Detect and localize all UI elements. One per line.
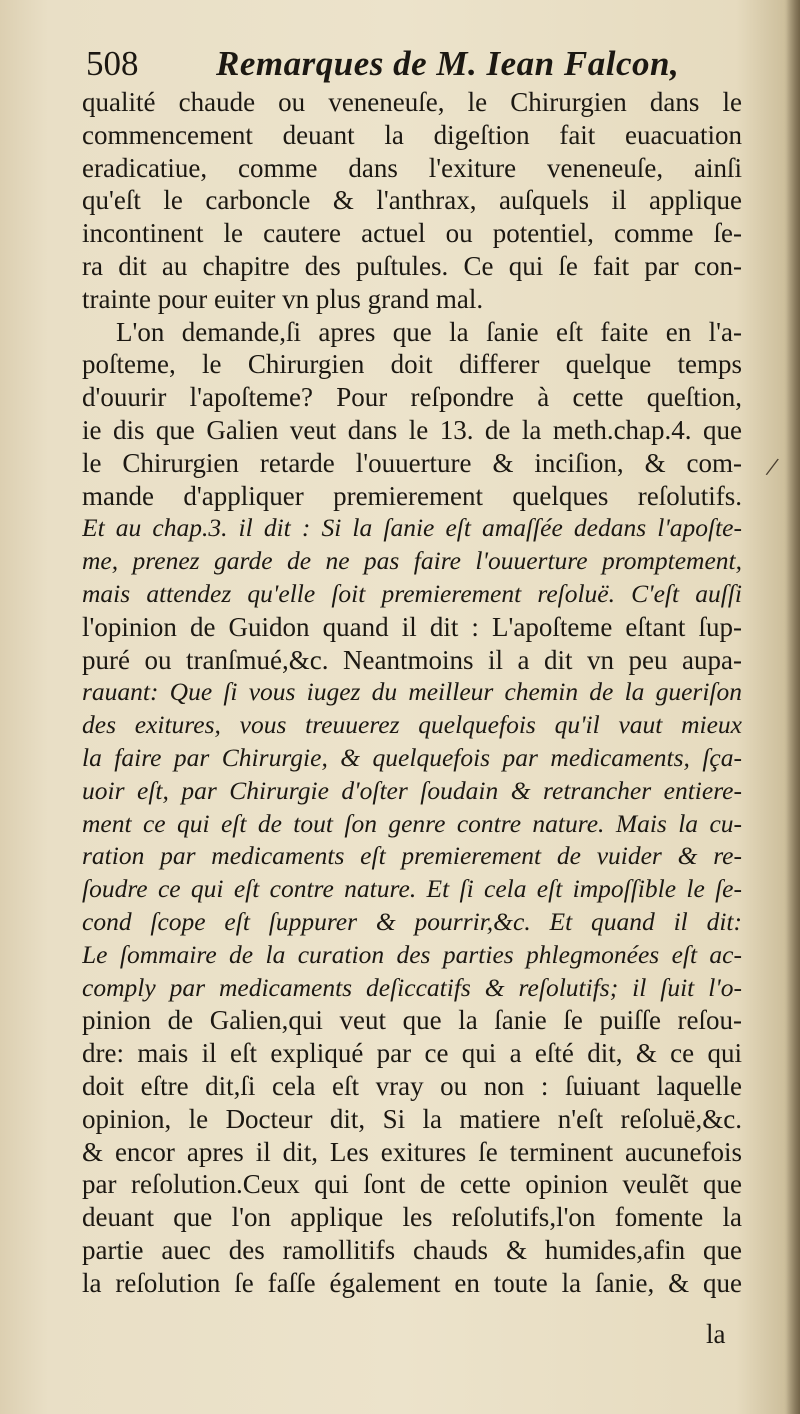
text-line: trainte pour euiter vn plus grand mal. xyxy=(82,283,484,314)
text-line: deuant que l'on applique les reſolutifs,l'on fomente la xyxy=(82,1202,742,1233)
text-line: Et au chap.3. il dit : Si la ſanie eſt amaſſée dedans l'apoſte- xyxy=(82,513,742,543)
text-line: la faire par Chirurgie, & quelquefois par medicaments, ſça- xyxy=(82,742,742,772)
text-line: qu'eſt le carboncle & l'anthrax, auſquels il applique xyxy=(82,185,742,216)
text-line: incontinent le cautere actuel ou potentiel, comme ſe- xyxy=(82,218,742,249)
text-line: cond ſcope eſt ſuppurer & pourrir,&c. Et quand il dit: xyxy=(82,906,742,936)
running-title: Remarques de M. Iean Falcon, xyxy=(216,44,680,83)
text-line: me, prenez garde de ne pas faire l'ouuerture promptement, xyxy=(82,546,742,576)
page-number: 508 xyxy=(86,44,139,83)
text-line: par reſolution.Ceux qui ſont de cette opinion veulẽt que xyxy=(82,1169,742,1200)
text-line: qualité chaude ou veneneuſe, le Chirurgien dans le xyxy=(82,87,742,117)
text-line: partie auec des ramollitifs chauds & humides,afin que xyxy=(82,1234,742,1265)
page-edge-shadow xyxy=(786,0,800,1414)
text-line: comply par medicaments deſiccatifs & reſolutifs; il ſuit l'o- xyxy=(82,972,742,1002)
text-line: puré ou tranſmué,&c. Neantmoins il a dit vn peu aupa- xyxy=(82,644,742,675)
text-line: le Chirurgien retarde l'ouuerture & inciſion, & com- xyxy=(82,447,742,478)
text-line: ie dis que Galien veut dans le 13. de la meth.chap.4. que xyxy=(82,414,742,445)
text-line: rauant: Que ſi vous iugez du meilleur chemin de la gueriſon xyxy=(82,677,742,707)
text-line: ration par medicaments eſt premierement de vuider & re- xyxy=(82,841,742,871)
text-line: ſoudre ce qui eſt contre nature. Et ſi cela eſt impoſſible le ſe- xyxy=(82,874,742,904)
text-line: mais attendez qu'elle ſoit premierement reſoluë. C'eſt auſſi xyxy=(82,578,742,608)
text-line: doit eſtre dit,ſi cela eſt vray ou non : ſuiuant laquelle xyxy=(82,1070,742,1101)
body-text xyxy=(82,86,742,1299)
text-line: eradicatiue, comme dans l'exiture veneneuſe, ainſi xyxy=(82,152,742,183)
text-line: des exitures, vous treuuerez quelquefois qu'il vaut mieux xyxy=(82,710,742,740)
catchword: la xyxy=(706,1319,726,1349)
page-header xyxy=(86,42,746,86)
text-line: uoir eſt, par Chirurgie d'oſter ſoudain & retrancher entiere- xyxy=(82,775,742,805)
text-line: d'ouurir l'apoſteme? Pour reſpondre à cette queſtion, xyxy=(82,382,742,413)
text-line: Le ſommaire de la curation des parties phlegmonées eſt ac- xyxy=(82,939,742,969)
text-line: l'opinion de Guidon quand il dit : L'apoſteme eſtant ſup- xyxy=(82,611,742,642)
text-line: pinion de Galien,qui veut que la ſanie ſe puiſſe reſou- xyxy=(82,1005,742,1036)
text-line: dre: mais il eſt expliqué par ce qui a eſté dit, & ce qui xyxy=(82,1038,742,1069)
text-line: commencement deuant la digeſtion fait euacuation xyxy=(82,119,742,150)
margin-mark: / xyxy=(763,451,781,484)
text-line: poſteme, le Chirurgien doit differer quelque temps xyxy=(82,349,742,380)
text-line: opinion, le Docteur dit, Si la matiere n'eſt reſoluë,&c. xyxy=(82,1103,742,1134)
text-line: L'on demande,ſi apres que la ſanie eſt faite en l'a- xyxy=(116,316,742,347)
text-line: & encor apres il dit, Les exitures ſe terminent aucunefois xyxy=(82,1136,742,1167)
text-line: ment ce qui eſt de tout ſon genre contre nature. Mais la cu- xyxy=(82,808,742,838)
text-line: mande d'appliquer premierement quelques reſolutifs. xyxy=(82,480,742,511)
text-line: la reſolution ſe faſſe également en toute la ſanie, & que xyxy=(82,1267,742,1298)
text-line: ra dit au chapitre des puſtules. Ce qui ſe fait par con- xyxy=(82,250,742,281)
